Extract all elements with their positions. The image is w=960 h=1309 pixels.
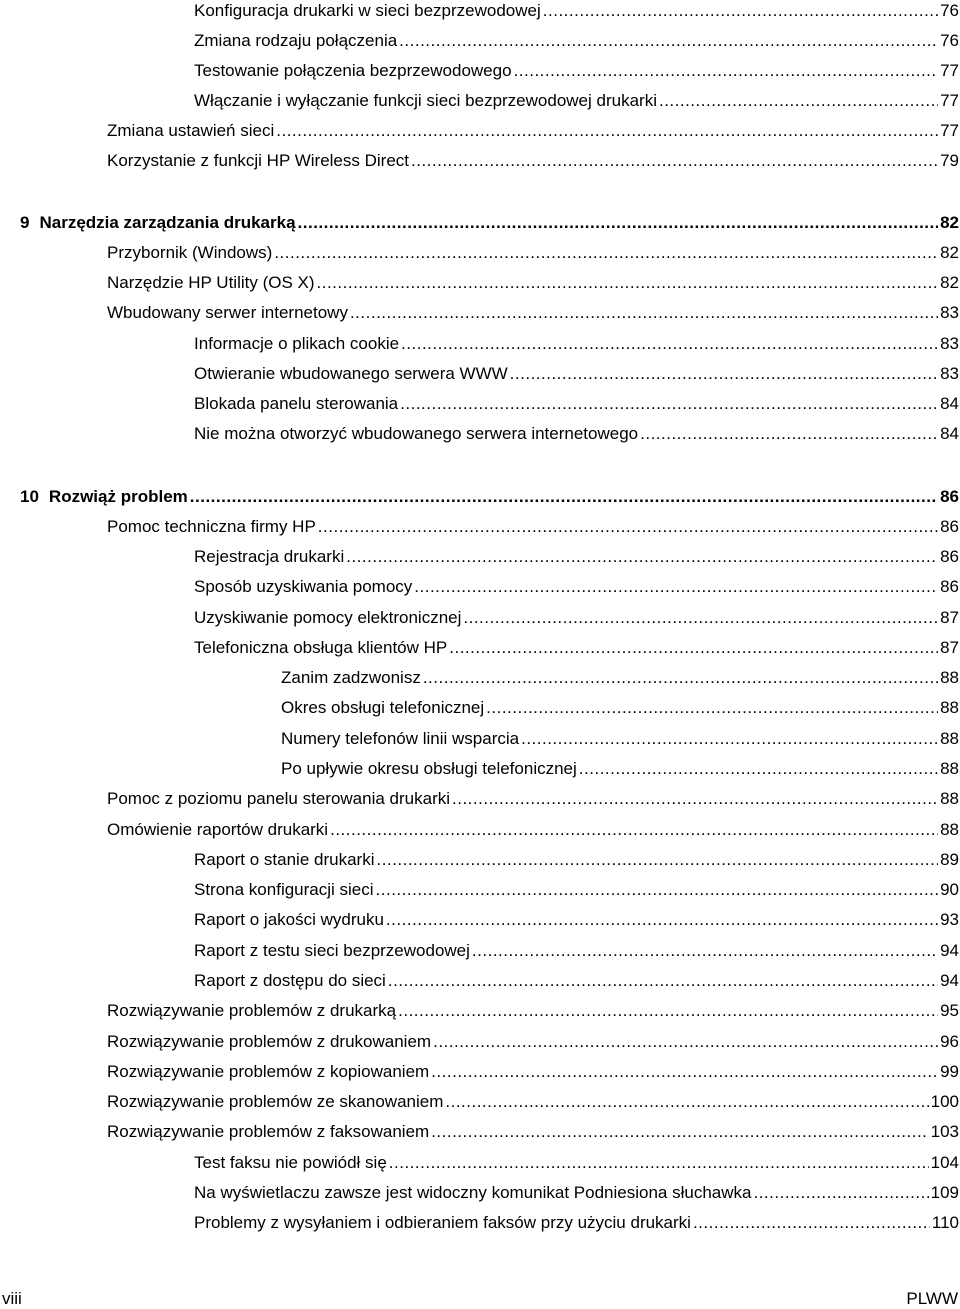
toc-entry-page: 87	[940, 608, 959, 627]
toc-entry-page: 103	[930, 1122, 959, 1141]
dot-leader	[376, 849, 938, 871]
toc-entry[interactable]	[107, 1091, 959, 1113]
dot-leader	[452, 788, 938, 810]
dot-leader	[330, 819, 938, 841]
dot-leader	[640, 423, 938, 445]
dot-leader	[579, 758, 938, 780]
toc-entry-page: 77	[940, 61, 959, 80]
toc-entry[interactable]	[194, 637, 959, 659]
page-number: viii	[2, 1289, 22, 1308]
dot-leader	[753, 1182, 928, 1204]
toc-entry[interactable]	[194, 607, 959, 629]
toc-entry-page: 95	[940, 1001, 959, 1020]
dot-leader	[399, 30, 938, 52]
toc-entry[interactable]	[194, 393, 959, 415]
toc-entry[interactable]	[107, 516, 959, 538]
toc-entry[interactable]	[194, 879, 959, 901]
toc-entry-title: Pomoc techniczna firmy HP	[107, 517, 316, 536]
toc-entry[interactable]	[107, 302, 959, 324]
document-code: PLWW	[906, 1289, 958, 1308]
toc-entry[interactable]	[194, 90, 959, 112]
dot-leader	[486, 697, 938, 719]
toc-entry[interactable]	[107, 242, 959, 264]
toc-entry-title: Zmiana rodzaju połączenia	[194, 31, 398, 50]
toc-entry-page: 84	[940, 424, 959, 443]
toc-entry-page: 83	[940, 334, 959, 353]
toc-entry-title: Na wyświetlaczu zawsze jest widoczny komunikat Podniesiona słuchawka	[194, 1183, 752, 1202]
toc-entry[interactable]	[107, 272, 959, 294]
dot-leader	[510, 363, 938, 385]
toc-entry[interactable]	[194, 333, 959, 355]
toc-entry-title: Omówienie raportów drukarki	[107, 820, 329, 839]
toc-entry-page: 88	[940, 668, 959, 687]
toc-entry[interactable]	[194, 423, 959, 445]
dot-leader	[400, 393, 938, 415]
dot-leader	[431, 1121, 928, 1143]
toc-entry-title: Nie można otworzyć wbudowanego serwera internetowego	[194, 424, 639, 443]
toc-entry-page: 86	[940, 487, 959, 506]
toc-entry-title: Informacje o plikach cookie	[194, 334, 400, 353]
toc-entry-page: 88	[940, 698, 959, 717]
toc-entry[interactable]	[194, 970, 959, 992]
toc-entry-title: Otwieranie wbudowanego serwera WWW	[194, 364, 508, 383]
toc-entry[interactable]	[194, 1152, 959, 1174]
toc-entry-page: 86	[940, 577, 959, 596]
toc-entry[interactable]	[107, 1121, 959, 1143]
toc-entry-title: Problemy z wysyłaniem i odbieraniem faksów przy użyciu drukarki	[194, 1213, 691, 1232]
toc-entry-title: Telefoniczna obsługa klientów HP	[194, 638, 448, 657]
toc-entry-page: 104	[930, 1153, 959, 1172]
toc-entry-page: 82	[940, 273, 959, 292]
dot-leader	[414, 576, 938, 598]
toc-entry-title: Rozwiązywanie problemów z kopiowaniem	[107, 1062, 430, 1081]
toc-entry-title: Zanim zadzwonisz	[281, 668, 421, 687]
toc-chapter[interactable]	[20, 486, 959, 508]
toc-entry-title: Uzyskiwanie pomocy elektronicznej	[194, 608, 462, 627]
dot-leader	[449, 637, 938, 659]
toc-entry[interactable]	[107, 120, 959, 142]
dot-leader	[445, 1091, 928, 1113]
dot-leader	[388, 970, 938, 992]
chapter-number: 10	[20, 487, 39, 506]
toc-entry-title: Rozwiązywanie problemów z drukarką	[107, 1001, 397, 1020]
toc-entry-title: Numery telefonów linii wsparcia	[281, 729, 520, 748]
toc-entry-page: 109	[930, 1183, 959, 1202]
toc-entry-title: Rozwiązywanie problemów z drukowaniem	[107, 1032, 432, 1051]
dot-leader	[463, 607, 938, 629]
toc-entry[interactable]	[194, 909, 959, 931]
toc-entry-title: Narzędzie HP Utility (OS X)	[107, 273, 315, 292]
toc-entry[interactable]	[107, 1000, 959, 1022]
toc-entry[interactable]	[194, 1182, 959, 1204]
toc-entry-page: 89	[940, 850, 959, 869]
toc-entry-title: Rozwiązywanie problemów z faksowaniem	[107, 1122, 430, 1141]
toc-entry-title: Rejestracja drukarki	[194, 547, 345, 566]
toc-entry-title: Raport o stanie drukarki	[194, 850, 375, 869]
toc-entry-title: Blokada panelu sterowania	[194, 394, 399, 413]
toc-entry[interactable]	[107, 788, 959, 810]
toc-chapter[interactable]	[20, 212, 959, 234]
toc-entry[interactable]	[281, 728, 959, 750]
chapter-number: 9	[20, 213, 30, 232]
dot-leader	[276, 120, 938, 142]
dot-leader	[411, 150, 938, 172]
toc-entry-page: 87	[940, 638, 959, 657]
toc-entry-title: Rozwiąż problem	[48, 487, 188, 506]
dot-leader	[431, 1061, 938, 1083]
toc-entry-page: 88	[940, 759, 959, 778]
toc-entry[interactable]	[194, 1212, 959, 1234]
toc-entry-page: 110	[931, 1213, 959, 1232]
dot-leader	[376, 879, 939, 901]
toc-entry[interactable]	[194, 30, 959, 52]
toc-entry[interactable]	[194, 0, 959, 22]
dot-leader	[190, 486, 938, 508]
dot-leader	[298, 212, 939, 234]
toc-entry[interactable]	[281, 667, 959, 689]
dot-leader	[318, 516, 938, 538]
dot-leader	[274, 242, 938, 264]
dot-leader	[389, 1152, 929, 1174]
toc-entry-page: 82	[940, 243, 959, 262]
toc-entry-title: Testowanie połączenia bezprzewodowego	[194, 61, 512, 80]
dot-leader	[317, 272, 939, 294]
toc-entry-page: 94	[940, 971, 959, 990]
toc-entry-title: Po upływie okresu obsługi telefonicznej	[281, 759, 577, 778]
toc-entry-page: 86	[940, 517, 959, 536]
toc-entry-title: Włączanie i wyłączanie funkcji sieci bezprzewodowej drukarki	[194, 91, 657, 110]
toc-entry-page: 93	[940, 910, 959, 929]
dot-leader	[433, 1031, 938, 1053]
dot-leader	[472, 940, 938, 962]
toc-entry-title: Rozwiązywanie problemów ze skanowaniem	[107, 1092, 444, 1111]
dot-leader	[346, 546, 938, 568]
toc-entry-page: 88	[940, 820, 959, 839]
toc-entry-page: 90	[940, 880, 959, 899]
toc-entry-title: Strona konfiguracji sieci	[194, 880, 374, 899]
toc-entry-page: 76	[940, 31, 959, 50]
toc-entry[interactable]	[194, 363, 959, 385]
toc-entry[interactable]	[194, 546, 959, 568]
toc-entry-page: 76	[940, 1, 959, 20]
dot-leader	[401, 333, 938, 355]
dot-leader	[543, 0, 938, 22]
toc-entry[interactable]	[194, 849, 959, 871]
toc-entry-title: Raport z testu sieci bezprzewodowej	[194, 941, 470, 960]
toc-entry-page: 79	[940, 151, 959, 170]
toc-entry[interactable]	[281, 758, 959, 780]
toc-entry-page: 96	[940, 1032, 959, 1051]
toc-entry[interactable]	[194, 940, 959, 962]
toc-entry-title: Zmiana ustawień sieci	[107, 121, 275, 140]
dot-leader	[423, 667, 938, 689]
toc-entry[interactable]	[107, 819, 959, 841]
toc-entry-title: Sposób uzyskiwania pomocy	[194, 577, 413, 596]
dot-leader	[693, 1212, 930, 1234]
dot-leader	[386, 909, 938, 931]
toc-entry-page: 86	[940, 547, 959, 566]
toc-entry[interactable]	[107, 1061, 959, 1083]
toc-entry-page: 94	[940, 941, 959, 960]
toc-entry-page: 88	[940, 729, 959, 748]
toc-entry-title: Narzędzia zarządzania drukarką	[39, 213, 296, 232]
toc-entry-title: Wbudowany serwer internetowy	[107, 303, 348, 322]
toc-entry-page: 88	[940, 789, 959, 808]
toc-entry-title: Raport z dostępu do sieci	[194, 971, 386, 990]
toc-entry-title: Raport o jakości wydruku	[194, 910, 384, 929]
dot-leader	[659, 90, 938, 112]
dot-leader	[398, 1000, 938, 1022]
toc-entry[interactable]	[107, 150, 959, 172]
toc-entry-page: 84	[940, 394, 959, 413]
toc-entry-page: 99	[940, 1062, 959, 1081]
toc-entry-title: Okres obsługi telefonicznej	[281, 698, 485, 717]
toc-entry-page: 82	[940, 213, 959, 232]
dot-leader	[521, 728, 938, 750]
toc-entry-page: 77	[940, 91, 959, 110]
toc-entry-page: 100	[930, 1092, 959, 1111]
toc-entry-page: 77	[940, 121, 959, 140]
toc-entry-title: Korzystanie z funkcji HP Wireless Direct	[107, 151, 409, 170]
toc-entry-title: Przybornik (Windows)	[107, 243, 273, 262]
toc-entry-page: 83	[940, 364, 959, 383]
toc-entry[interactable]	[194, 576, 959, 598]
dot-leader	[350, 302, 938, 324]
toc-entry[interactable]	[281, 697, 959, 719]
toc-entry-title: Test faksu nie powiódł się	[194, 1153, 387, 1172]
dot-leader	[514, 60, 939, 82]
toc-entry[interactable]	[194, 60, 959, 82]
toc-entry[interactable]	[107, 1031, 959, 1053]
toc-entry-page: 83	[940, 303, 959, 322]
toc-entry-title: Pomoc z poziomu panelu sterowania drukarki	[107, 789, 451, 808]
toc-entry-title: Konfiguracja drukarki w sieci bezprzewodowej	[194, 1, 541, 20]
